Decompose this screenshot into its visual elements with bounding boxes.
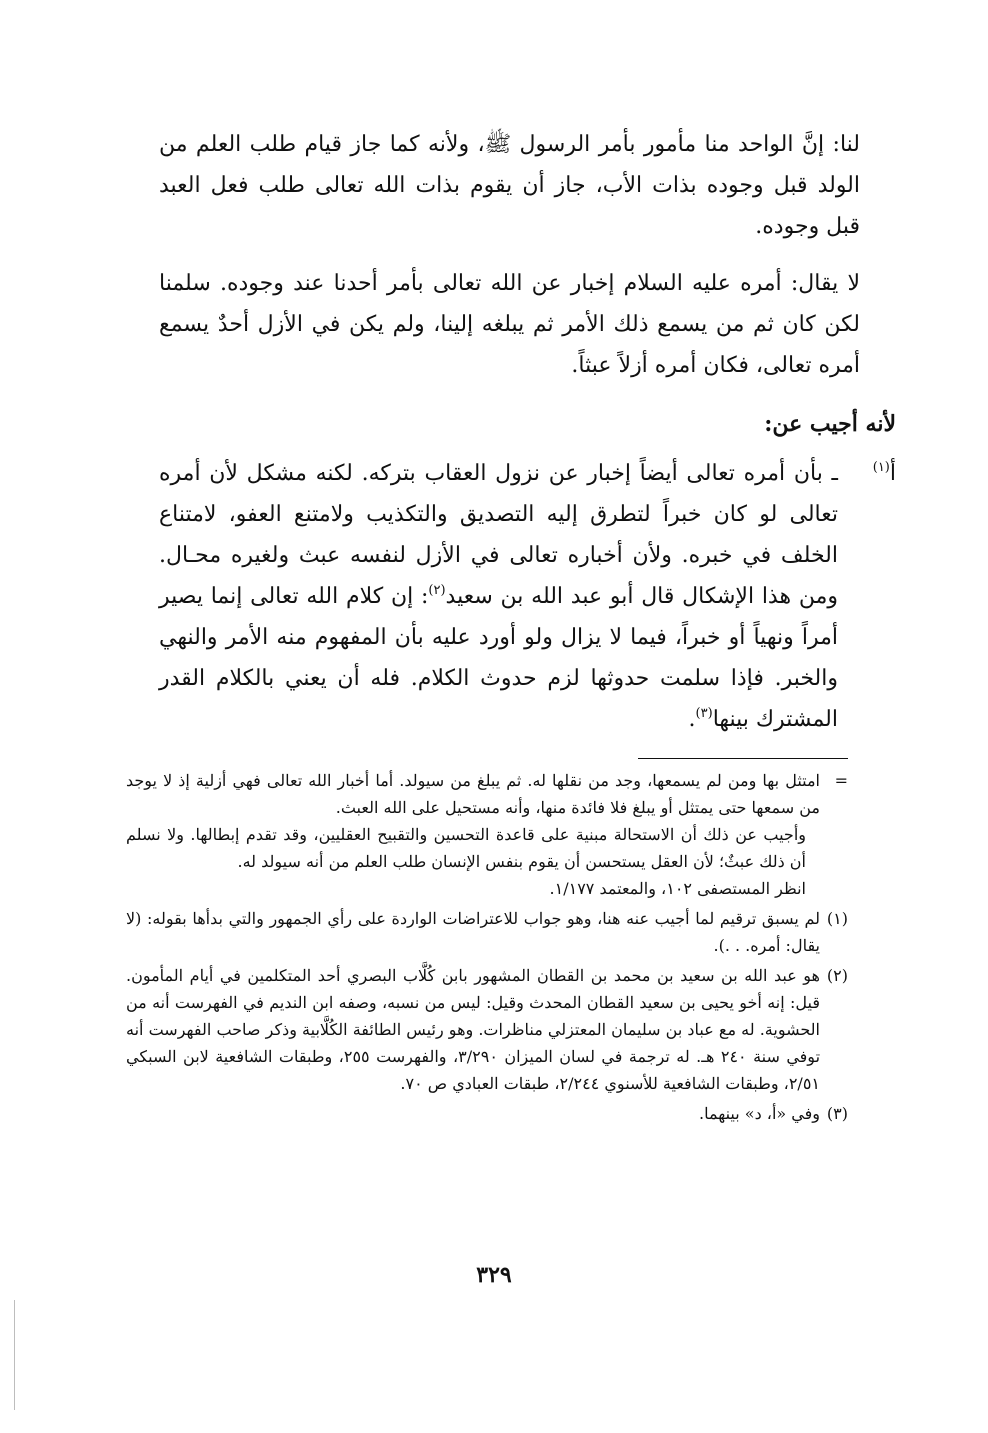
footnote-3-text: وفي «أ، د» بينهما. xyxy=(699,1104,820,1123)
paragraph-1 xyxy=(159,124,896,247)
paragraph-1-text: لنا: إنَّ الواحد منا مأمور بأمر الرسول ﷺ، ولأنه كما جاز قيام طلب العلم من الولد قبل وجوده بذات الأب، جاز أن يقوم بذات الله تعالى طلب فعل العبد قبل وجوده. xyxy=(159,132,860,239)
answer-a-part-2: : إن كلام الله تعالى إنما يصير أمراً ونهياً أو خبراً، فيما لا يزال ولو أورد عليه بأن المفهوم منه الأمر والنهي والخبر. فإذا سلمت حدوثها لزم حدوث الكلام. فله أن يعني بالكلام القدر المشترك بينها xyxy=(159,584,838,732)
footnote-1 xyxy=(126,905,848,959)
continuation-marker: = xyxy=(834,771,848,790)
footnotes xyxy=(126,767,848,1130)
footnote-ref-2: (٢) xyxy=(428,583,446,598)
paragraph-2-text: لا يقال: أمره عليه السلام إخبار عن الله تعالى بأمر أحدنا عند وجوده. سلمنا لكن كان ثم من يسمع ذلك الأمر ثم يبلغه إلينا، ولم يكن في الأزل أحدٌ يسمع أمره تعالى، فكان أمره أزلاً عبثاً. xyxy=(159,271,860,378)
footnote-3 xyxy=(126,1100,848,1127)
footnote-separator xyxy=(638,758,848,759)
answer-a-text xyxy=(159,453,838,740)
scan-edge-line xyxy=(14,1300,15,1410)
paragraph-2 xyxy=(159,263,896,386)
footnote-1-number: (١) xyxy=(826,909,848,928)
footnote-continuation xyxy=(126,767,848,902)
continuation-text-2: وأجيب عن ذلك أن الاستحالة مبنية على قاعدة التحسين والتقبيح العقليين، وقد تقدم إبطالها. ولا نسلم أن ذلك عبثٌ؛ لأن العقل يستحسن أن يقوم بنفس الإنسان طلب العلم من أنه سيولد له. xyxy=(126,825,806,871)
footnote-2 xyxy=(126,962,848,1097)
footnote-2-text: هو عبد الله بن سعيد بن محمد بن القطان المشهور بابن كُلَّاب البصري أحد المتكلمين في أيام المأمون. قيل: إنه أخو يحيى بن سعيد القطان المحدث وقيل: ليس من نسبه، وصفه ابن النديم في الفهرست أنه من الحشوية. له مع عباد بن سليمان المعتزلي مناظرات. وهو رئيس الطائفة الكُلَّابية وذكر صاحب الفهرست أنه توفي سنة ٢٤٠ هـ. له ترجمة في لسان الميزان ٣/٢٩٠، والفهرست ٢٥٥، وطبقات الشافعية لابن السبكي ٢/٥١، وطبقات الشافعية للأسنوي ٢/٢٤٤، طبقات العبادي ص ٧٠. xyxy=(126,966,821,1093)
answer-a xyxy=(159,453,896,740)
footnote-ref-1: (١) xyxy=(872,460,890,475)
footnote-1-text: لم يسبق ترقيم لما أجيب عنه هنا، وهو جواب للاعتراضات الواردة على رأي الجمهور والتي بدأها بقوله: (لا يقال: أمره. . .). xyxy=(126,909,820,955)
answer-a-marker xyxy=(873,453,896,494)
footnote-3-number: (٣) xyxy=(826,1104,848,1123)
footnote-ref-3: (٣) xyxy=(695,706,713,721)
answer-a-part-1: ـ بأن أمره تعالى أيضاً إخبار عن نزول العقاب بتركه. لكنه مشكل لأن أمره تعالى لو كان خبراً لتطرق إليه التصديق والتكذيب ولامتنع العفو، لامتناع الخلف في خبره. ولأن أخباره تعالى في الأزل لنفسه عبث ولغيره محـال. ومن هذا الإشكال قال أبو عبد الله بن سعيد xyxy=(159,461,838,609)
answer-a-part-3: . xyxy=(688,707,696,732)
footnote-2-number: (٢) xyxy=(826,966,848,985)
continuation-text-1: امتثل بها ومن لم يسمعها، وجد من نقلها له. ثم يبلغ من سيولد. أما أخبار الله تعالى فهي أزلية إذ لا يوجد من سمعها حتى يمتثل أو يبلغ فلا فائدة منها، وأنه مستحيل على الله العبث. xyxy=(126,771,820,817)
section-heading: لأنه أجيب عن: xyxy=(764,411,896,437)
answer-a-letter: أ xyxy=(889,461,896,486)
page-number: ٣٢٩ xyxy=(476,1262,512,1288)
continuation-text-3: انظر المستصفى ١٠٢، والمعتمد ١/١٧٧. xyxy=(549,879,806,898)
